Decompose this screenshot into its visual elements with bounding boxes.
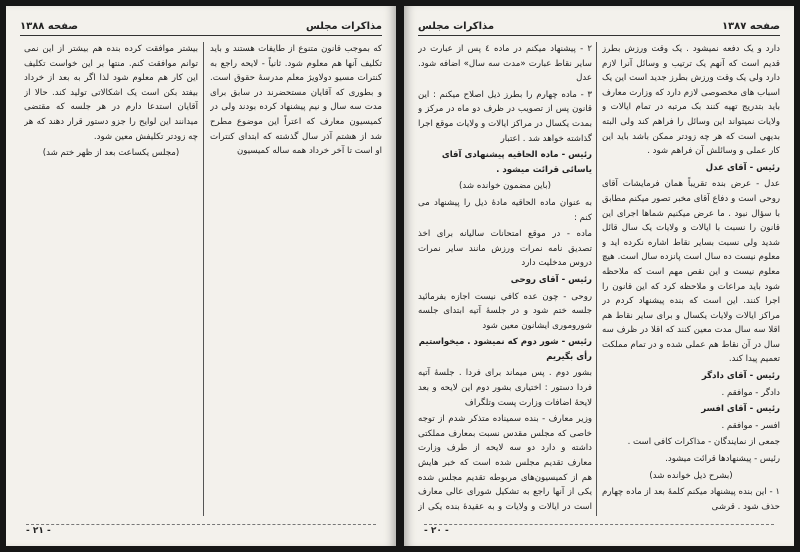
speaker-line: رئیس - آقای روحی [510, 274, 592, 285]
header-title: مذاکرات مجلس [305, 21, 382, 32]
header-title: مذاکرات مجلس [418, 21, 495, 32]
text-column-right [210, 42, 382, 516]
paragraph: دارد و یک دفعه نمیشود . یک وقت ورزش بطرز قدیم است که آنهم یک ترتیب و وسائل آنرا لازم دارد ولی یک وقت ورزش بطرز جدید است این یک اسباب های مخصوصی لازم دارد که وزارت معارف باید بتدریج تهیه کنند بک مرتبه در تمام ایالات و ولایات نمیتواند این وسائل را فراهم کند ولی البته بدیهی است که هر چه زودتر ممکن باشد باید این کار عملی و وسائلش آن فراهم شود . [602, 44, 780, 157]
paragraph: افسر - موافقم . [721, 420, 780, 431]
page-header [418, 14, 780, 36]
page-header [20, 14, 382, 36]
text-column-right [602, 42, 780, 516]
paragraph: دادگر - موافقم . [721, 387, 780, 398]
paragraph: ماده - در موقع امتحانات سالیانه برای اخذ تصدیق نامه نمرات ورزش مانند سایر نمرات دروس مدخلیت دارد [418, 229, 592, 269]
paragraph: بیشتر موافقت کرده بنده هم بیشتر از این نمی توانم موافقت کنم. منتها بر این خواست تکلیف این کار هم معلوم شود لذا اگر به بعد از خرداد بیفتد بکن است یک اشکالاتی تولید کند. حالا از آقایان استدعا دارم در هر جلسه که مقتضی میدانند این لوایح را جزو دستور قرار دهند که هر چه زودتر تکلیفش معین شود. [24, 44, 198, 142]
page-footer [26, 524, 376, 538]
paragraph: ۱ - این بنده پیشنهاد میکنم کلمهٔ بعد از ماده چهارم حذف شود . قرشی [602, 487, 780, 512]
speaker-line: رئیس - آقای عدل [705, 162, 780, 173]
paragraph: عدل - عرض بنده تقریباً همان فرمایشات آقای روحی است و دفاع آقای مخبر تصور میکنم مطابق با سؤال نبود . ما عرض میکنیم شماها اجرای این قانون را نسبت با ایالات و ولایات یک سال قائل شدید ولی نسبت بسایر نقاط اشاره نکرده اید و معلوم نیست ده سال است پانزده سال است. هیچ معلوم نیست و این نقص مهم است که ملاحظه شود باید مراعات و ملاحظه کرد که این قانون را اجرا کنند. این است که بنده پیشنهاد کردم در مراکز ایالات ولایات یکسال و برای سایر نقاط هم اقلا سه سال مدت معین کنند که اقلا در ظرف سه سال در آن نقاط هم عملی شده و در تمام مملکت تعمیم پیدا کند. [602, 179, 780, 365]
speaker-line: رئیس - آقای دادگر [701, 371, 780, 382]
speaker-line: رئیس - شور دوم که نمیشود . میخواستیم رأی بگیریم [418, 337, 592, 362]
page-number: - ۲۱ - [26, 526, 51, 536]
speaker-line: رئیس - آقای افسر [701, 404, 780, 415]
column-divider [203, 42, 204, 516]
paragraph: جمعی از نمایندگان - مذاکرات کافی است . [627, 437, 780, 448]
text-column-left [418, 42, 592, 516]
header-page-label: صفحه ۱۳۸۷ [721, 21, 780, 32]
paragraph: ۳ - ماده چهارم را بطرز ذیل اصلاح میکنم : این قانون پس از تصویب در ظرف دو ماه در مرکز و بمدت یکسال در مراکز ایالات و ولایات موقع اجرا گذاشته خواهد شد . اعتبار [418, 89, 592, 144]
paragraph: که بموجب قانون متنوع از طایفات هستند و باید تکلیف آنها هم معلوم شود. ثانیاً - لایحه راجع به کنترات مسیو دولاویژ معلم مدرسهٔ حقوق است. و بطوری که آقایان مستحضرند در سابق برای مدت سه سال و نیم پیشنهاد کرده بودند ولی در کمیسیون معارف که اعتراً این موضوع مطرح شد از هشتم آذر سال گذشته که ابتدای کنترات او است تا آخر خرداد همه ساله کمیسیون [210, 44, 382, 157]
header-page-label: صفحه ۱۳۸۸ [20, 21, 79, 32]
page-footer [424, 524, 774, 538]
page-number: - ۲۰ - [424, 526, 449, 536]
paragraph: رئیس - پیشنهادها قرائت میشود. [665, 454, 780, 465]
right-page [404, 6, 794, 546]
text-column-left [24, 42, 198, 516]
left-page [6, 6, 396, 546]
paragraph: روحی - چون عده کافی نیست اجازه بفرمائید جلسه ختم شود و در جلسهٔ آتیه ابتدای جلسه شوروموری ایشانون معین شود [418, 291, 592, 331]
column-divider [596, 42, 597, 516]
paragraph: بشور دوم . پس میماند برای فردا . جلسهٔ آتیه فردا دستور : اختیاری بشور دوم این لایحه و بعد لایحهٔ اضافات وزارت پست وتلگراف [418, 368, 592, 408]
session-note: (بشرح ذیل خوانده شد) [649, 470, 733, 481]
paragraph: ۲ - پیشنهاد میکنم در ماده ٤ پس از عبارت در سایر نقاط عبارت «مدت سه سال» اضافه شود. عدل [418, 44, 592, 84]
paragraph: به عنوان ماده الحاقیه مادهٔ ذیل را پیشنهاد می کنم : [418, 197, 592, 223]
speaker-line: رئیس - ماده الحاقیه پیشنهادی آقای یاسائی قرائت میشود . [441, 150, 592, 175]
paragraph: وزیر معارف - بنده سمیناده متذکر شدم از توجه خاصی که مجلس مقدس نسبت بمعارف مملکتی داشته و دارد دو سه لایحه از طرف وزارت معارف تقدیم مجلس شده است که خبر هایش هم از کمیسیون‌های مربوطه تقدیم مجلس شده یکی از آنها راجع به تشکیل شورای عالی معارف است در ایالات و ولایات و به عقیدهٔ بنده یکی از [418, 414, 592, 512]
session-note: (باین مضمون خوانده شد) [459, 181, 551, 192]
session-note: (مجلس یکساعت بعد از ظهر ختم شد) [42, 148, 180, 159]
